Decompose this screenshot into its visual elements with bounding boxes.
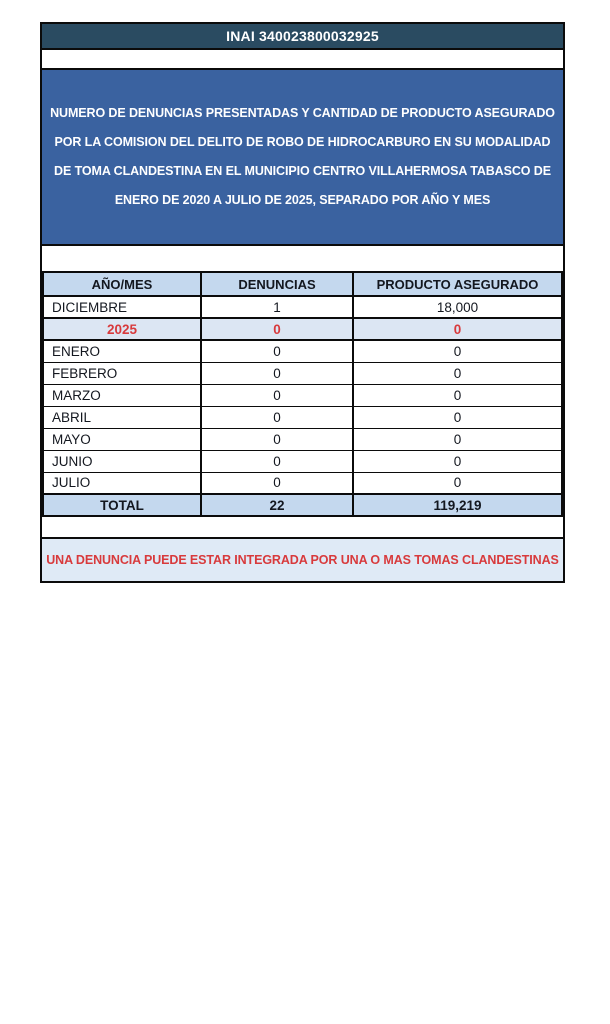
- cell-mes: TOTAL: [43, 494, 201, 516]
- cell-denuncias: 0: [201, 450, 353, 472]
- cell-producto: 0: [353, 450, 562, 472]
- cell-producto: 0: [353, 428, 562, 450]
- cell-denuncias: 22: [201, 494, 353, 516]
- cell-producto: 0: [353, 384, 562, 406]
- table-header-row: [43, 272, 562, 296]
- cell-denuncias: 0: [201, 406, 353, 428]
- spacer-row: [42, 50, 563, 70]
- column-header-producto-asegurado: PRODUCTO ASEGURADO: [353, 272, 562, 296]
- footnote-text: UNA DENUNCIA PUEDE ESTAR INTEGRADA POR UNA O MAS TOMAS CLANDESTINAS: [46, 553, 559, 567]
- cell-mes: MAYO: [43, 428, 201, 450]
- cell-producto: 0: [353, 472, 562, 494]
- cell-denuncias: 0: [201, 384, 353, 406]
- cell-mes: MARZO: [43, 384, 201, 406]
- cell-denuncias: 0: [201, 428, 353, 450]
- table-row: [43, 384, 562, 406]
- spacer-row: [42, 517, 563, 537]
- cell-producto: 0: [353, 406, 562, 428]
- cell-denuncias: 0: [201, 318, 353, 340]
- cell-mes: JUNIO: [43, 450, 201, 472]
- table-row: [43, 340, 562, 362]
- cell-mes: 2025: [43, 318, 201, 340]
- cell-mes: JULIO: [43, 472, 201, 494]
- report-container: [40, 22, 565, 583]
- description-text: NUMERO DE DENUNCIAS PRESENTADAS Y CANTIDAD DE PRODUCTO ASEGURADO POR LA COMISION DEL DELITO DE ROBO DE HIDROCARBURO EN SU MODALIDAD DE TOMA CLANDESTINA EN EL MUNICIPIO CENTRO VILLAHERMOSA TABASCO DE ENERO DE 2020 A JULIO DE 2025, SEPARADO POR AÑO Y MES: [50, 106, 555, 207]
- cell-mes: FEBRERO: [43, 362, 201, 384]
- column-header-anio-mes: AÑO/MES: [43, 272, 201, 296]
- table-body: [43, 296, 562, 516]
- table-row: [43, 472, 562, 494]
- inai-folio-text: INAI 340023800032925: [226, 28, 379, 44]
- table-row: [43, 318, 562, 340]
- table-row: [43, 362, 562, 384]
- cell-mes: ABRIL: [43, 406, 201, 428]
- cell-denuncias: 0: [201, 340, 353, 362]
- cell-producto: 0: [353, 340, 562, 362]
- table-row: [43, 428, 562, 450]
- cell-producto: 18,000: [353, 296, 562, 318]
- cell-mes: DICIEMBRE: [43, 296, 201, 318]
- spacer-row: [42, 246, 563, 271]
- description-box: [42, 70, 563, 246]
- table-row: [43, 296, 562, 318]
- cell-denuncias: 0: [201, 362, 353, 384]
- inai-title-bar: [42, 24, 563, 50]
- report-table: [42, 271, 563, 517]
- cell-producto: 119,219: [353, 494, 562, 516]
- table-row: [43, 494, 562, 516]
- table-row: [43, 406, 562, 428]
- cell-denuncias: 0: [201, 472, 353, 494]
- cell-denuncias: 1: [201, 296, 353, 318]
- column-header-denuncias: DENUNCIAS: [201, 272, 353, 296]
- cell-mes: ENERO: [43, 340, 201, 362]
- footnote-box: [42, 537, 563, 581]
- cell-producto: 0: [353, 318, 562, 340]
- cell-producto: 0: [353, 362, 562, 384]
- table-row: [43, 450, 562, 472]
